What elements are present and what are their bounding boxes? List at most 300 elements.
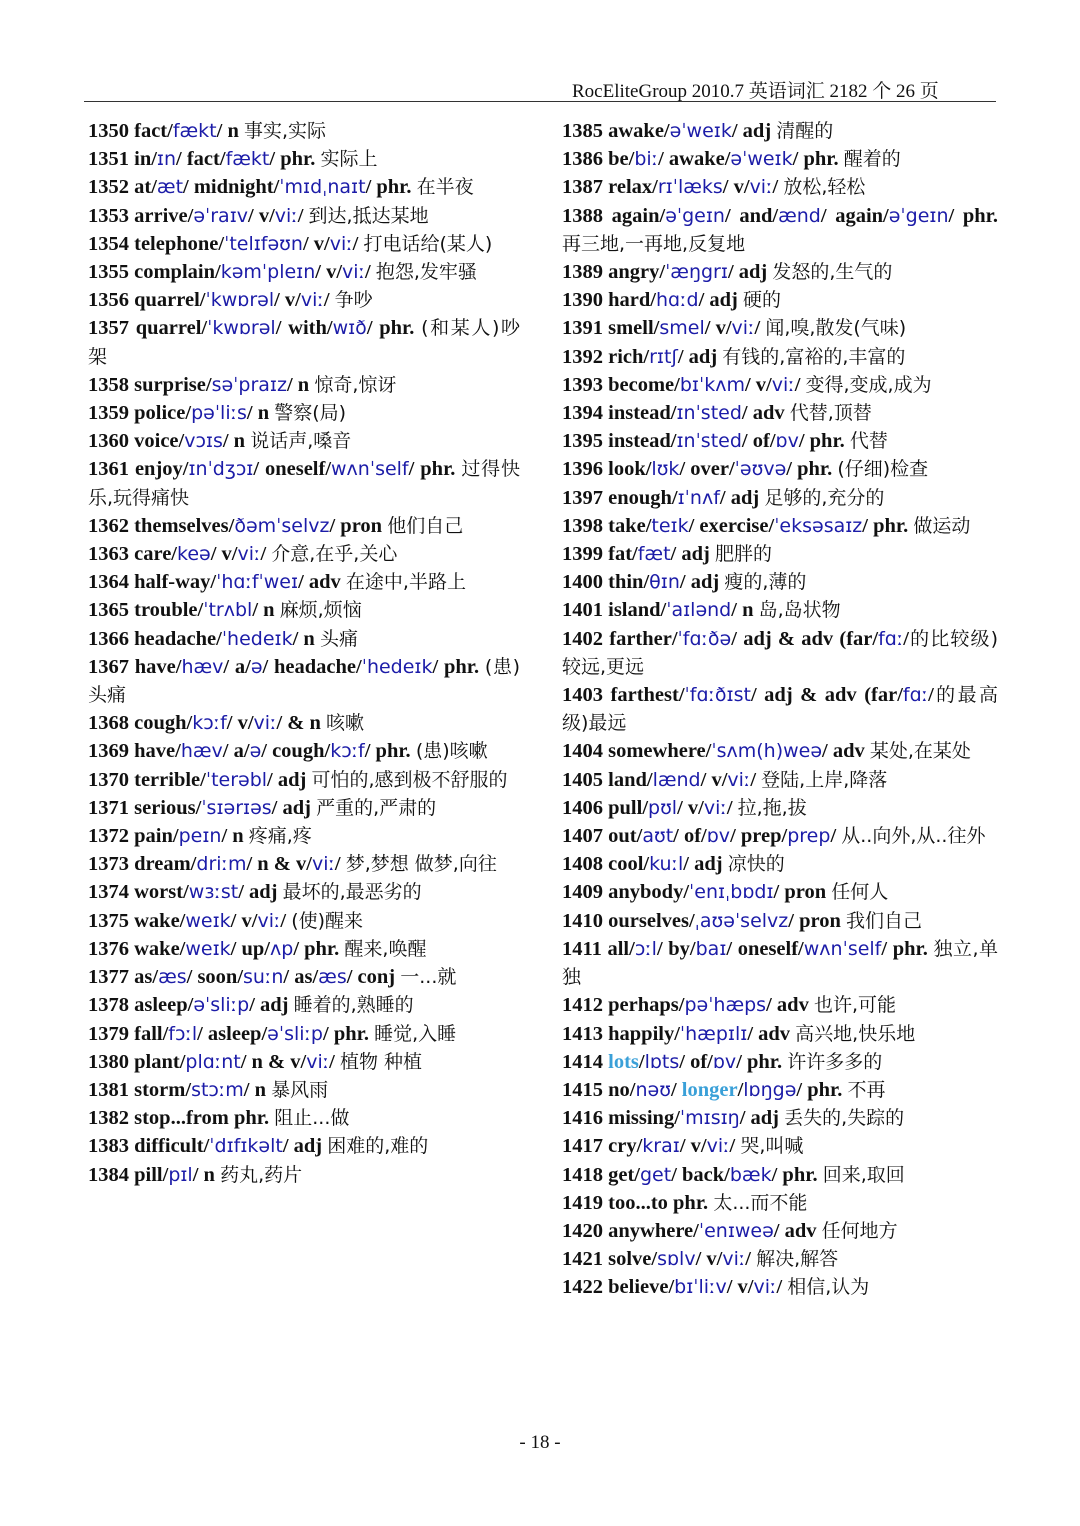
entry-text: / phr. [736, 1050, 788, 1073]
entry-text: 1420 anywhere/ [562, 1219, 699, 1242]
entry-text: 1417 cry/ [562, 1135, 643, 1158]
vocab-entry [88, 1104, 520, 1132]
entry-text: 1380 plant/ [88, 1050, 186, 1073]
entry-text: / [794, 373, 806, 396]
entry-text: 1370 terrible/ [88, 768, 206, 791]
phonetic: fækt [172, 120, 217, 142]
entry-text: / n [292, 627, 320, 650]
vocab-entry [88, 625, 520, 653]
entry-text: 1355 complain/ [88, 261, 221, 284]
entry-text: / v/ [248, 204, 275, 227]
entry-text: / adj [238, 881, 283, 904]
entry-text: 1386 be/ [562, 148, 635, 171]
vocab-entry [88, 850, 520, 878]
phonetic: ɪˈnʌf [677, 486, 720, 509]
chinese-meaning: 有钱的,富裕的,丰富的 [722, 345, 906, 368]
phonetic: ɒv [775, 430, 799, 453]
vocab-entry [88, 230, 520, 258]
entry-text: / & n [276, 712, 327, 735]
phonetic: ˈhedeɪk [221, 627, 293, 650]
entry-text: / v/ [700, 768, 728, 791]
entry-text: / phr. [365, 176, 417, 199]
vocab-entry [88, 314, 520, 370]
entry-text: 1365 trouble/ [88, 599, 204, 622]
entry-text: / phr. [792, 148, 844, 171]
vocab-entry [562, 878, 998, 906]
phonetic: viː [727, 768, 751, 791]
vocab-entry [88, 512, 520, 540]
chinese-meaning: 实际上 [320, 148, 378, 171]
phonetic: ʌp [270, 937, 294, 960]
entry-text: / [364, 261, 376, 284]
vocab-entry [88, 455, 520, 511]
entry-text: / phr. [432, 655, 485, 678]
entry-text: / adj [679, 571, 725, 594]
entry-text: / [260, 543, 272, 566]
entry-text: 1354 telephone/ [88, 232, 225, 255]
vocab-entry [562, 766, 998, 794]
entry-text: 1381 storm/ [88, 1078, 192, 1101]
vocab-entry [562, 399, 998, 427]
entry-text: / [737, 1078, 744, 1101]
chinese-meaning: 独立,单独 [562, 937, 998, 989]
chinese-meaning: 说话声,嗓音 [250, 430, 352, 453]
chinese-meaning: 高兴地,快乐地 [795, 1022, 916, 1045]
phonetic: teɪk [651, 514, 689, 537]
chinese-meaning: 瘦的,薄的 [724, 571, 807, 594]
phonetic: viː [306, 1050, 330, 1073]
phonetic: viː [253, 712, 277, 735]
vocab-entry [562, 737, 998, 765]
phonetic: lænd [652, 768, 701, 791]
entry-text: / asleep/ [197, 1022, 268, 1045]
entry-text: 1409 anybody/ [562, 881, 690, 904]
entry-text: 1374 worst/ [88, 881, 189, 904]
entry-text: / n [731, 599, 759, 622]
entry-text: 1375 wake/ [88, 909, 186, 932]
phonetic: wɜːst [188, 881, 239, 904]
entry-text: 1398 take/ [562, 514, 652, 537]
entry-text: 1371 serious/ [88, 796, 202, 819]
chinese-meaning: 困难的,难的 [327, 1135, 429, 1158]
vocab-entry [562, 1132, 998, 1160]
phonetic: ˈmɪsɪŋ [679, 1107, 740, 1130]
entry-text: / adv [766, 994, 814, 1017]
chinese-meaning: 太...而不能 [713, 1191, 808, 1214]
vocab-entry [562, 512, 998, 540]
vocab-entry [88, 596, 520, 624]
phonetic: ˈfɑːðə [677, 627, 732, 650]
chinese-meaning: 凉快的 [727, 853, 785, 876]
chinese-meaning: 在途中,半路上 [345, 571, 466, 594]
vocab-entry [88, 258, 520, 286]
entry-text: / adj [249, 994, 294, 1017]
entry-text: 1373 dream/ [88, 853, 197, 876]
vocabulary-column-right [562, 117, 998, 1302]
vocab-entry [562, 117, 998, 145]
entry-text: / adj [731, 120, 777, 142]
phonetic: ˈsʌm(h)weə [711, 740, 823, 763]
entry-text: / v/ [679, 1135, 707, 1158]
entry-text: / n [286, 373, 315, 396]
entry-text: / oneself/ [253, 458, 332, 481]
chinese-meaning: 一...就 [400, 966, 457, 989]
phonetic: kuːl [649, 853, 684, 876]
vocab-entry [562, 568, 998, 596]
chinese-meaning: 咳嗽 [326, 712, 365, 735]
entry-text: / over/ [679, 458, 735, 481]
chinese-meaning: 打电话给(某人) [363, 232, 493, 255]
entry-text: / adj [267, 768, 312, 791]
chinese-meaning: 解决,解答 [756, 1248, 839, 1271]
entry-text: / [729, 1135, 741, 1158]
chinese-meaning: 介意,在乎,关心 [271, 543, 398, 566]
phonetic: ˈhæpɪlɪ [679, 1022, 748, 1045]
phonetic: ˈhɑːfˈweɪ [216, 571, 299, 594]
entry-text: / v/ [226, 712, 254, 735]
chinese-meaning: 哭,叫喊 [740, 1135, 804, 1158]
entry-text: / adj [739, 1107, 785, 1130]
phonetic: wʌnˈself [803, 937, 882, 960]
chinese-meaning: 我们自己 [846, 909, 923, 932]
entry-text: / [323, 289, 335, 312]
phonetic: əˈraɪv [193, 204, 248, 227]
entry-text: / adv [298, 571, 346, 594]
entry-text: 1387 relax/ [562, 176, 658, 199]
entry-text: / n & v/ [240, 1050, 307, 1073]
entry-text: / [670, 1078, 682, 1101]
phonetic: ɒv [712, 1050, 737, 1073]
entry-text: / back/ [671, 1163, 730, 1186]
phonetic: pəˈliːs [191, 402, 247, 425]
entry-text: 1395 instead/ [562, 430, 677, 453]
entry-text: / adj [698, 289, 743, 312]
entry-text: 1404 somewhere/ [562, 740, 712, 763]
chinese-meaning: 相信,认为 [787, 1276, 870, 1299]
entry-text: 1378 asleep/ [88, 994, 194, 1017]
entry-text: / n [216, 120, 244, 142]
phonetic: ˈəʊvə [734, 458, 787, 481]
vocabulary-column-left [88, 117, 520, 1189]
phonetic: ə [249, 740, 262, 763]
phonetic: lʊk [651, 458, 680, 481]
chinese-meaning: 不再 [847, 1078, 886, 1101]
vocab-entry [88, 1020, 520, 1048]
entry-text: / pron [773, 881, 832, 904]
highlighted-word: lots [608, 1050, 639, 1073]
entry-text: / phr. [323, 1022, 375, 1045]
entry-text: / midnight/ [183, 176, 280, 199]
vocab-entry [88, 371, 520, 399]
entry-text: / by/ [656, 937, 696, 960]
chinese-meaning: 过得快乐,玩得痛快 [88, 458, 520, 509]
phonetic: suːn [243, 966, 284, 989]
vocab-entry [562, 286, 998, 314]
entry-text: / n [221, 825, 249, 848]
phonetic: kəmˈpleɪn [220, 261, 316, 284]
vocab-entry [88, 766, 520, 794]
phonetic: biː [634, 148, 659, 171]
chinese-meaning: 到达,抵达某地 [308, 204, 429, 227]
chinese-meaning: 肥胖的 [714, 543, 772, 566]
entry-text: 1414 [562, 1050, 609, 1073]
vocab-entry [88, 1132, 520, 1160]
phonetic: fækt [225, 148, 270, 171]
vocab-entry [562, 1048, 998, 1076]
phonetic: driːm [196, 853, 247, 876]
vocab-entry [88, 822, 520, 850]
phonetic: weɪk [185, 937, 231, 960]
vocab-entry [562, 371, 998, 399]
phonetic: viː [749, 176, 773, 199]
phonetic: prep [787, 825, 831, 848]
phonetic: sɒlv [657, 1248, 696, 1271]
phonetic: ðəmˈselvz [234, 514, 330, 537]
phonetic: viː [300, 289, 324, 312]
entry-text: 1407 out/ [562, 825, 643, 848]
phonetic: wʌnˈself [331, 458, 409, 481]
entry-text: 1362 themselves/ [88, 514, 235, 537]
entry-text: 1418 get/ [562, 1163, 640, 1186]
entry-text: 1358 surprise/ [88, 373, 212, 396]
entry-text: / of/ [741, 430, 776, 453]
chinese-meaning: 闻,嗅,散发(气味) [765, 317, 907, 340]
vocab-entry [562, 258, 998, 286]
chinese-meaning: 的比较级)较远,更远 [562, 627, 998, 678]
vocab-entry [562, 1217, 998, 1245]
phonetic: ˈsɪərɪəs [201, 796, 272, 819]
entry-text: 1377 as/ [88, 966, 159, 989]
entry-text: / v/ [726, 1276, 754, 1299]
chinese-meaning: 醒来,唤醒 [344, 937, 427, 960]
entry-text: / [750, 768, 762, 791]
chinese-meaning: 放松,轻松 [783, 176, 866, 199]
entry-text: 1357 quarrel/ [88, 317, 208, 340]
vocab-entry [562, 1245, 998, 1273]
vocab-entry [88, 737, 520, 765]
chinese-meaning: 许许多多的 [787, 1050, 883, 1073]
chinese-meaning: 最坏的,最恶劣的 [282, 881, 422, 904]
entry-text: / adj [271, 796, 317, 819]
chinese-meaning: 疼痛,疼 [248, 825, 312, 848]
phonetic: kɔːf [330, 740, 365, 763]
phonetic: viː [257, 909, 281, 932]
entry-text: / [638, 1050, 645, 1073]
entry-text: / adj [683, 853, 728, 876]
chinese-meaning: 事实,实际 [244, 120, 327, 142]
chinese-meaning: 的最高级)最远 [562, 684, 998, 735]
entry-text: / v/ [302, 232, 330, 255]
entry-text: 1372 pain/ [88, 825, 179, 848]
entry-text: / conj [346, 966, 401, 989]
vocab-entry [88, 709, 520, 737]
phonetic: ˈenɪˌbɒdɪ [689, 881, 774, 904]
entry-text: / adj [670, 543, 715, 566]
phonetic: æs [158, 966, 187, 989]
vocab-entry [562, 484, 998, 512]
entry-text: 1419 too...to phr. [562, 1191, 714, 1214]
chinese-meaning: 也许,可能 [813, 994, 896, 1017]
phonetic: keə [177, 543, 211, 566]
phonetic: nəʊ [635, 1078, 671, 1101]
vocab-entry [88, 1048, 520, 1076]
phonetic: viː [722, 1248, 746, 1271]
phonetic: viː [311, 853, 335, 876]
vocab-entry [562, 625, 998, 681]
entry-text: / prep/ [730, 825, 788, 848]
phonetic: plɑːnt [185, 1050, 241, 1073]
entry-text: 1352 at/ [88, 176, 157, 199]
vocab-entry [562, 1273, 998, 1301]
vocab-entry [562, 822, 998, 850]
chinese-meaning: 再三地,一再地,反复地 [562, 232, 746, 255]
phonetic: ˈkwɒrəl [207, 317, 276, 340]
vocab-entry [562, 173, 998, 201]
entry-text: / phr. [862, 514, 914, 537]
entry-text: 1391 smell/ [562, 317, 660, 340]
phonetic: ɪnˈsted [676, 402, 742, 425]
entry-text: / adj & adv (far/ [750, 684, 903, 707]
entry-text: 1402 farther/ [562, 627, 678, 650]
entry-text: / with/ [275, 317, 333, 340]
phonetic: ˈtelɪfəʊn [224, 232, 303, 255]
chinese-meaning: 他们自己 [387, 514, 464, 537]
entry-text: / [297, 204, 309, 227]
chinese-meaning: 头痛 [319, 627, 358, 650]
entry-text: / n [252, 599, 280, 622]
phonetic: ˈtrʌbl [203, 599, 253, 622]
phonetic: viː [329, 232, 353, 255]
phonetic: ˈfɑːðɪst [684, 684, 751, 707]
vocab-entry [562, 1104, 998, 1132]
entry-text: / [928, 684, 934, 707]
entry-text: / adj [282, 1135, 328, 1158]
phonetic: stɔːm [191, 1078, 244, 1101]
entry-text: / pron [788, 909, 847, 932]
entry-text: / of/ [673, 825, 707, 848]
header-divider [84, 101, 996, 102]
phonetic: vɔɪs [184, 430, 223, 453]
chinese-meaning: 回来,取回 [822, 1163, 905, 1186]
vocab-entry [562, 596, 998, 624]
vocab-entry [562, 202, 998, 258]
chinese-meaning: 从..向外,从..往外 [841, 825, 986, 848]
entry-text: / exercise/ [688, 514, 775, 537]
entry-text: / v/ [695, 1248, 723, 1271]
entry-text: / n & v/ [246, 853, 312, 876]
chinese-meaning: 睡着的,熟睡的 [293, 994, 414, 1017]
phonetic: fɔːl [168, 1022, 198, 1045]
phonetic: əˈsliːp [193, 994, 250, 1017]
chinese-meaning: 阻止...做 [274, 1107, 350, 1130]
entry-text: / v/ [274, 289, 301, 312]
phonetic: ˈhedeɪk [361, 655, 433, 678]
phonetic: ˈenɪweə [698, 1219, 774, 1242]
entry-text: / pron [329, 514, 388, 537]
phonetic: wɪð [332, 317, 367, 340]
vocab-entry [88, 1161, 520, 1189]
chinese-meaning: 暴风雨 [271, 1078, 329, 1101]
phonetic: weɪk [185, 909, 231, 932]
chinese-meaning: 可怕的,感到极不舒服的 [311, 768, 508, 791]
entry-text: / phr. [786, 458, 838, 481]
entry-text: / phr. [366, 317, 422, 340]
entry-text: 1406 pull/ [562, 796, 649, 819]
entry-text: / adj [677, 345, 723, 368]
chinese-meaning: 梦,梦想 做梦,向往 [345, 853, 497, 876]
chinese-meaning: 任何地方 [821, 1219, 898, 1242]
entry-text: / adj & adv (far/ [731, 627, 879, 650]
chinese-meaning: (患)头痛 [88, 655, 521, 707]
phonetic: fæt [637, 543, 671, 566]
chinese-meaning: 代替,顶替 [789, 402, 872, 425]
chinese-meaning: 清醒的 [776, 120, 834, 142]
phonetic: ˈterəbl [205, 768, 268, 791]
entry-text: 1405 land/ [562, 768, 653, 791]
vocab-entry [562, 343, 998, 371]
chinese-meaning: 睡觉,入睡 [374, 1022, 457, 1045]
chinese-meaning: 代替 [849, 430, 888, 453]
phonetic: pɪl [168, 1163, 193, 1186]
phonetic: get [640, 1163, 672, 1186]
entry-text: / adv [822, 740, 870, 763]
entry-text: / adv [741, 402, 790, 425]
entry-text: 1400 thin/ [562, 571, 650, 594]
phonetic: kɔːf [192, 712, 227, 735]
phonetic: θɪn [649, 571, 680, 594]
chinese-meaning: (患)咳嗽 [415, 740, 488, 763]
vocab-entry [88, 878, 520, 906]
vocab-entry [562, 850, 998, 878]
vocab-entry [88, 1076, 520, 1104]
chinese-meaning: 某处,在某处 [869, 740, 971, 763]
entry-text: / n [243, 1078, 272, 1101]
entry-text: / phr. [881, 937, 934, 960]
entry-text: / [903, 627, 909, 650]
entry-text: / of/ [679, 1050, 713, 1073]
chinese-meaning: 硬的 [743, 289, 782, 312]
entry-text: / phr. [293, 937, 345, 960]
phonetic: ˈkwɒrəl [205, 289, 275, 312]
vocab-entry [562, 1020, 998, 1048]
phonetic: əˈweɪk [669, 120, 732, 142]
phonetic: ænd [778, 204, 821, 227]
phonetic: hæv [181, 655, 224, 678]
entry-text: 1396 look/ [562, 458, 652, 481]
entry-text: 1353 arrive/ [88, 204, 194, 227]
phonetic: fɑː [878, 627, 904, 650]
entry-text: 1361 enjoy/ [88, 458, 189, 481]
entry-text: 1390 hard/ [562, 289, 656, 312]
entry-text: / n [246, 402, 275, 425]
entry-text: 1411 all/ [562, 937, 635, 960]
phonetic: lɒŋgə [743, 1078, 797, 1101]
entry-text: / [352, 232, 364, 255]
chinese-meaning: (和某人)吵架 [88, 317, 520, 368]
phonetic: ɪnˈsted [676, 430, 742, 453]
vocab-entry [562, 455, 998, 483]
vocab-entry [88, 117, 520, 145]
phonetic: kraɪ [642, 1135, 680, 1158]
entry-text: / v/ [704, 317, 732, 340]
entry-text: / adj [727, 261, 773, 284]
phonetic: pəˈhæps [684, 994, 767, 1017]
chinese-meaning: 争吵 [334, 289, 373, 312]
vocab-entry [562, 681, 998, 737]
vocab-entry [88, 935, 520, 963]
chinese-meaning: 登陆,上岸,降落 [761, 768, 888, 791]
phonetic: hɑːd [655, 289, 699, 312]
